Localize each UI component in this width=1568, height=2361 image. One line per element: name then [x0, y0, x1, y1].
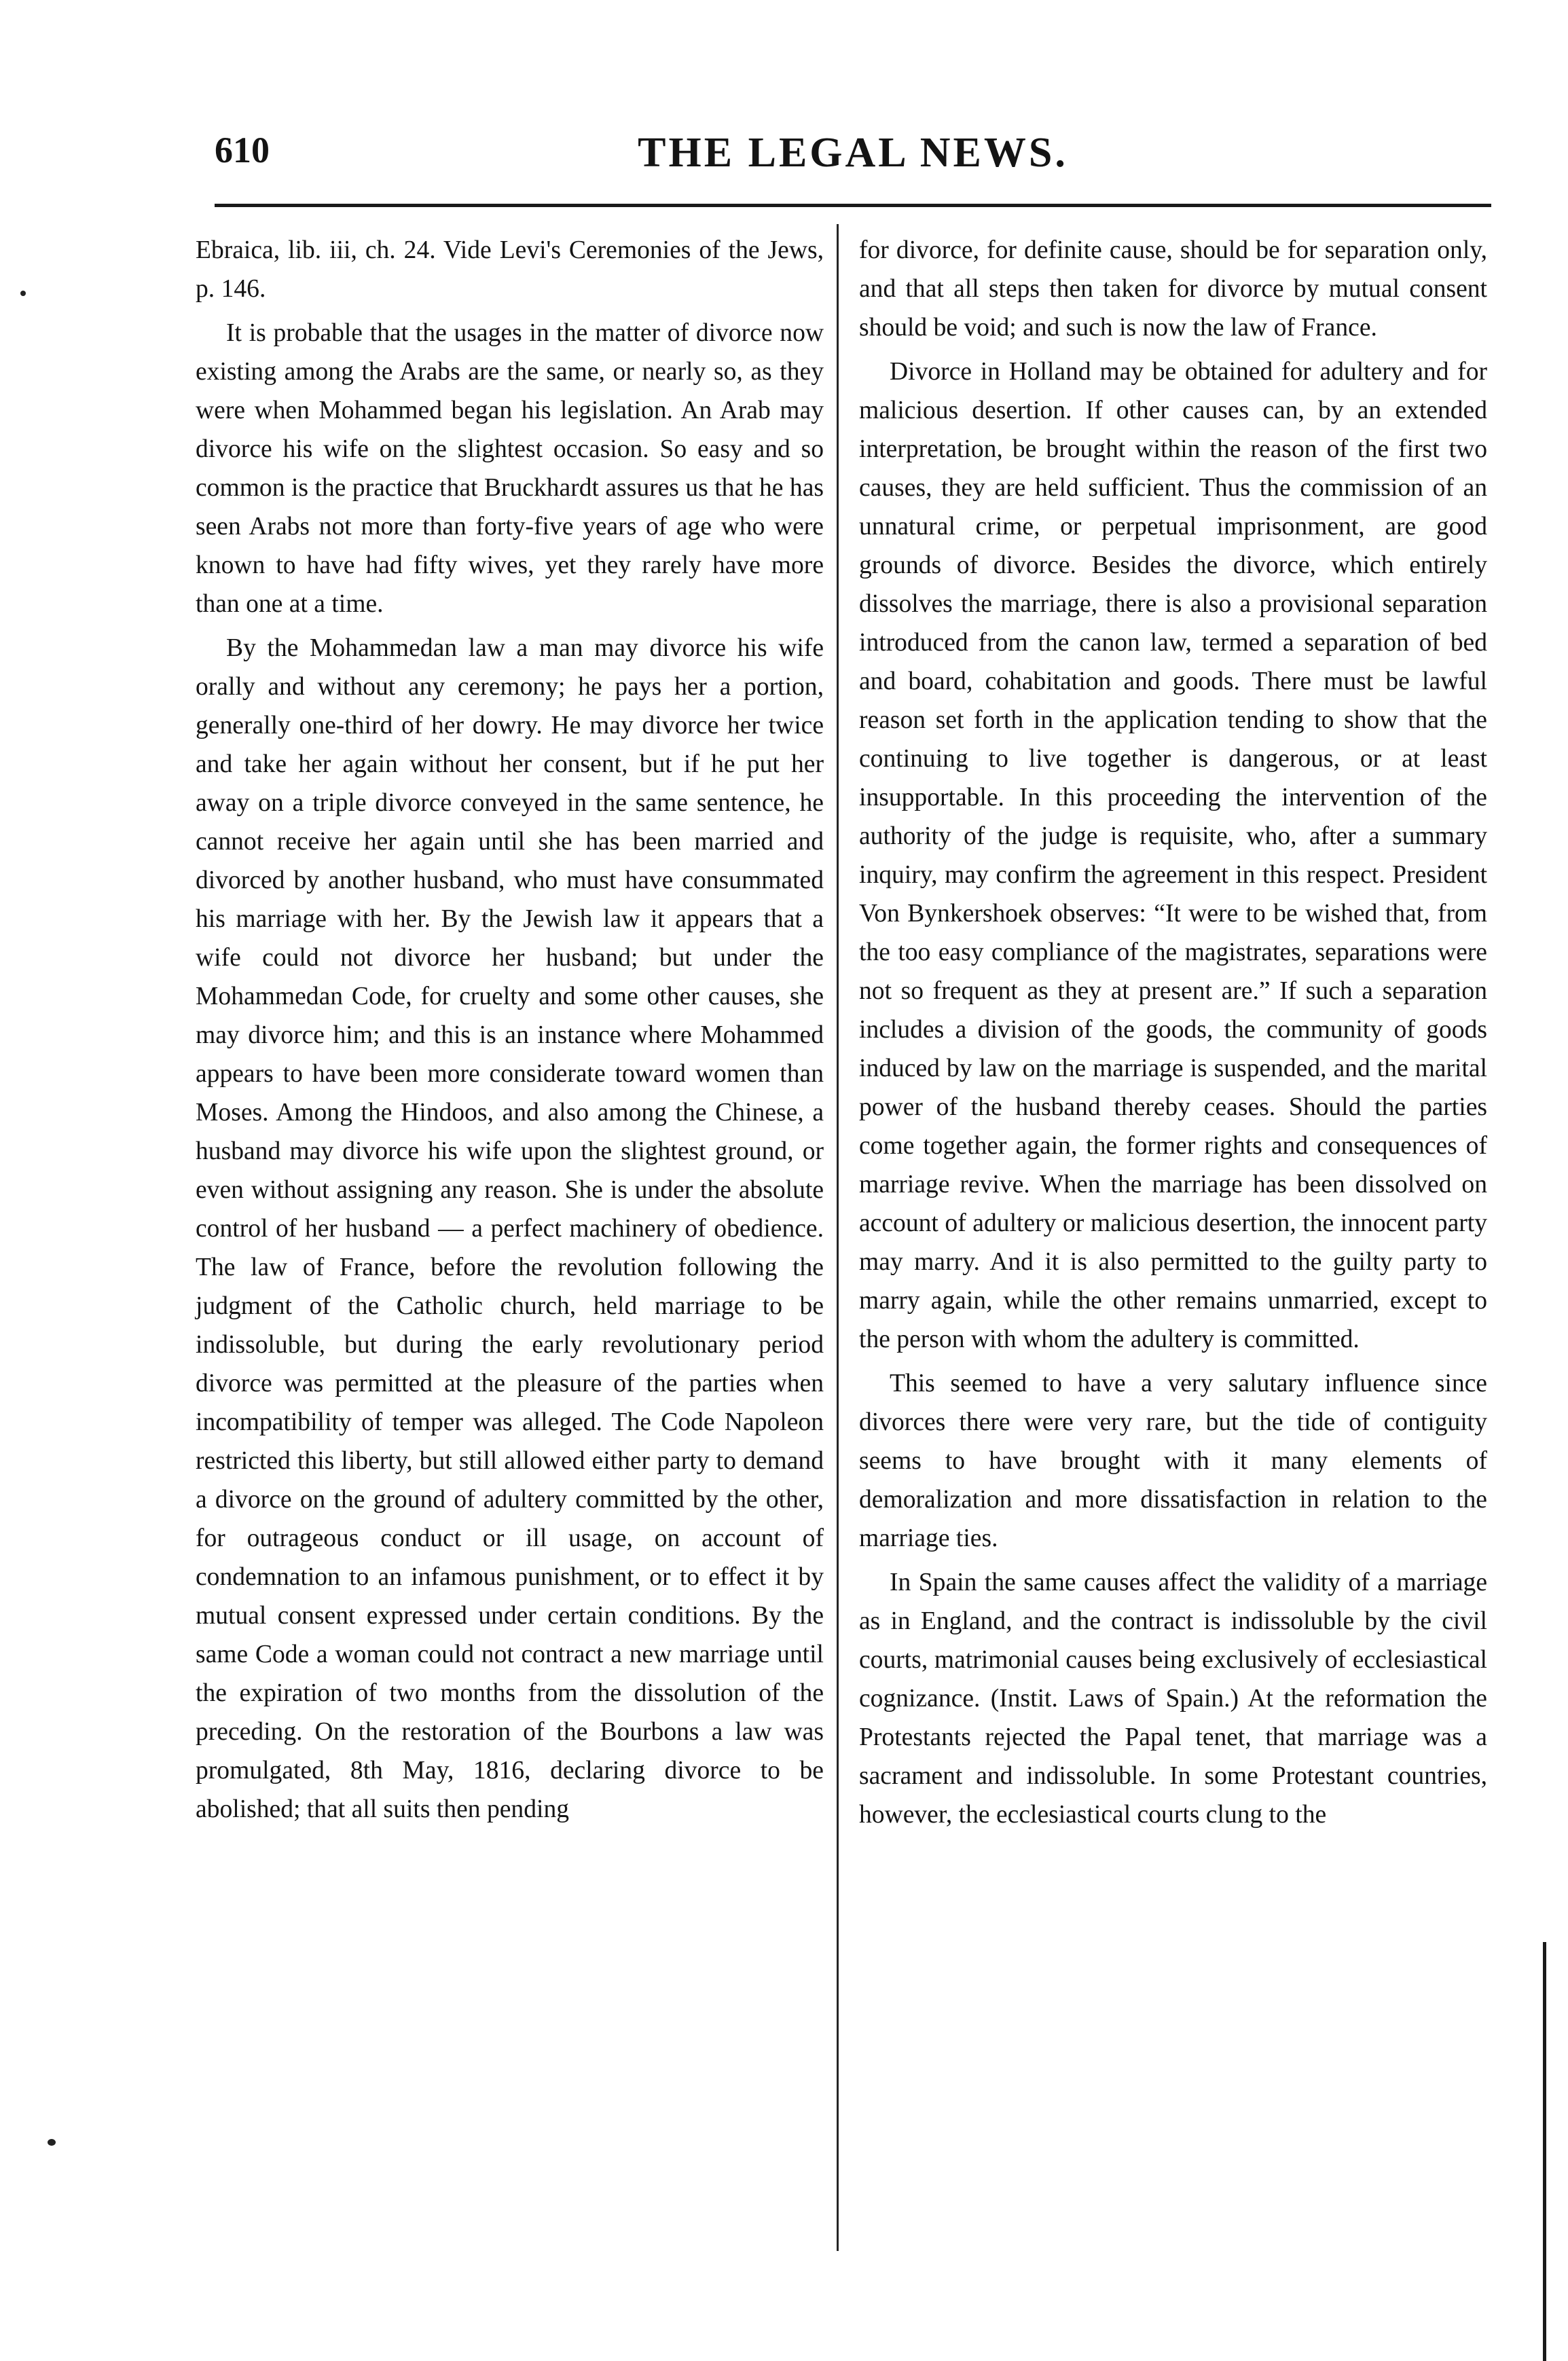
paragraph: By the Mohammedan law a man may divorce his wife orally and without any ceremony; he pays her a portion, generally one-third of her dowry. He may divorce her twice and take her again without her consent, but if he put her away on a triple divorce conveyed in the same sentence, he cannot receive her again until she has been married and divorced by another husband, who must have consummated his marriage with her. By the Jewish law it appears that a wife could not divorce her husband; but under the Mohammedan Code, for cruelty and some other causes, she may divorce him; and this is an instance where Mohammed appears to have been more considerate toward women than Moses. Among the Hindoos, and also among the Chinese, a husband may divorce his wife upon the slightest ground, or even without assigning any reason. She is under the absolute control of her husband — a perfect machinery of obedience. The law of France, before the revolution following the judgment of the Catholic church, held marriage to be indissoluble, but during the early revolutionary period divorce was permitted at the pleasure of the parties when incompatibility of temper was alleged. The Code Napoleon restricted this liberty, but still allowed either party to demand a divorce on the ground of adultery committed by the other, for outrageous conduct or ill usage, on account of condemnation to an infamous punishment, or to effect it by mutual consent expressed under certain conditions. By the same Code a woman could not contract a new marriage until the expiration of two months from the dissolution of the preceding. On the restoration of the Bourbons a law was promulgated, 8th May, 1816, declaring divorce to be abolished; that all suits then pending	[196, 634, 824, 1823]
left-column	[196, 231, 824, 1829]
page-number: 610	[215, 130, 270, 170]
paragraph: for divorce, for definite cause, should be for separation only, and that all steps then taken for divorce by mutual consent should be void; and such is now the law of France.	[859, 236, 1487, 342]
column-divider	[837, 224, 839, 2251]
paragraph: Ebraica, lib. iii, ch. 24. Vide Levi's Ceremonies of the Jews, p. 146.	[196, 236, 824, 303]
paragraph: This seemed to have a very salutary influence since divorces there were very rare, but the tide of contiguity seems to have brought with it many elements of demoralization and more dissatisfaction in relation to the marriage ties.	[859, 1370, 1487, 1552]
header-rule	[215, 204, 1491, 207]
journal-title: THE LEGAL NEWS.	[638, 130, 1068, 176]
page-header	[215, 129, 1491, 190]
margin-speck	[20, 291, 26, 296]
paragraph: Divorce in Holland may be obtained for adultery and for malicious desertion. If other causes can, by an extended interpretation, be brought within the reason of the first two causes, they are held sufficient. Thus the commission of an unnatural crime, or perpetual imprisonment, are good grounds of divorce. Besides the divorce, which entirely dissolves the marriage, there is also a provisional separation introduced from the canon law, termed a separation of bed and board, cohabitation and goods. There must be lawful reason set forth in the application tending to show that the continuing to live together is dangerous, or at least insupportable. In this proceeding the intervention of the authority of the judge is requisite, who, after a summary inquiry, may confirm the agreement in this respect. President Von Bynkershoek observes: “It were to be wished that, from the too easy compliance of the magistrates, separations were not so frequent as they at present are.” If such a separation includes a division of the goods, the community of goods induced by law on the marriage is suspended, and the marital power of the husband thereby ceases. Should the parties come together again, the former rights and consequences of marriage revive. When the marriage has been dissolved on account of adultery or malicious desertion, the innocent party may marry. And it is also permitted to the guilty party to marry again, while the other remains unmarried, except to the person with whom the adultery is committed.	[859, 358, 1487, 1353]
paragraph: It is probable that the usages in the matter of divorce now existing among the Arabs are the same, or nearly so, as they were when Mohammed began his legislation. An Arab may divorce his wife on the slightest occasion. So easy and so common is the practice that Bruckhardt assures us that he has seen Arabs not more than forty-five years of age who were known to have had fifty wives, yet they rarely have more than one at a time.	[196, 319, 824, 618]
margin-speck	[48, 2139, 56, 2146]
page-edge-line	[1543, 1942, 1546, 2361]
paragraph: In Spain the same causes affect the validity of a marriage as in England, and the contract is indissoluble by the civil courts, matrimonial causes being exclusively of ecclesiastical cognizance. (Instit. Laws of Spain.) At the reformation the Protestants rejected the Papal tenet, that marriage was a sacrament and indissoluble. In some Protestant countries, however, the ecclesiastical courts clung to the	[859, 1569, 1487, 1829]
right-column	[859, 231, 1487, 1834]
